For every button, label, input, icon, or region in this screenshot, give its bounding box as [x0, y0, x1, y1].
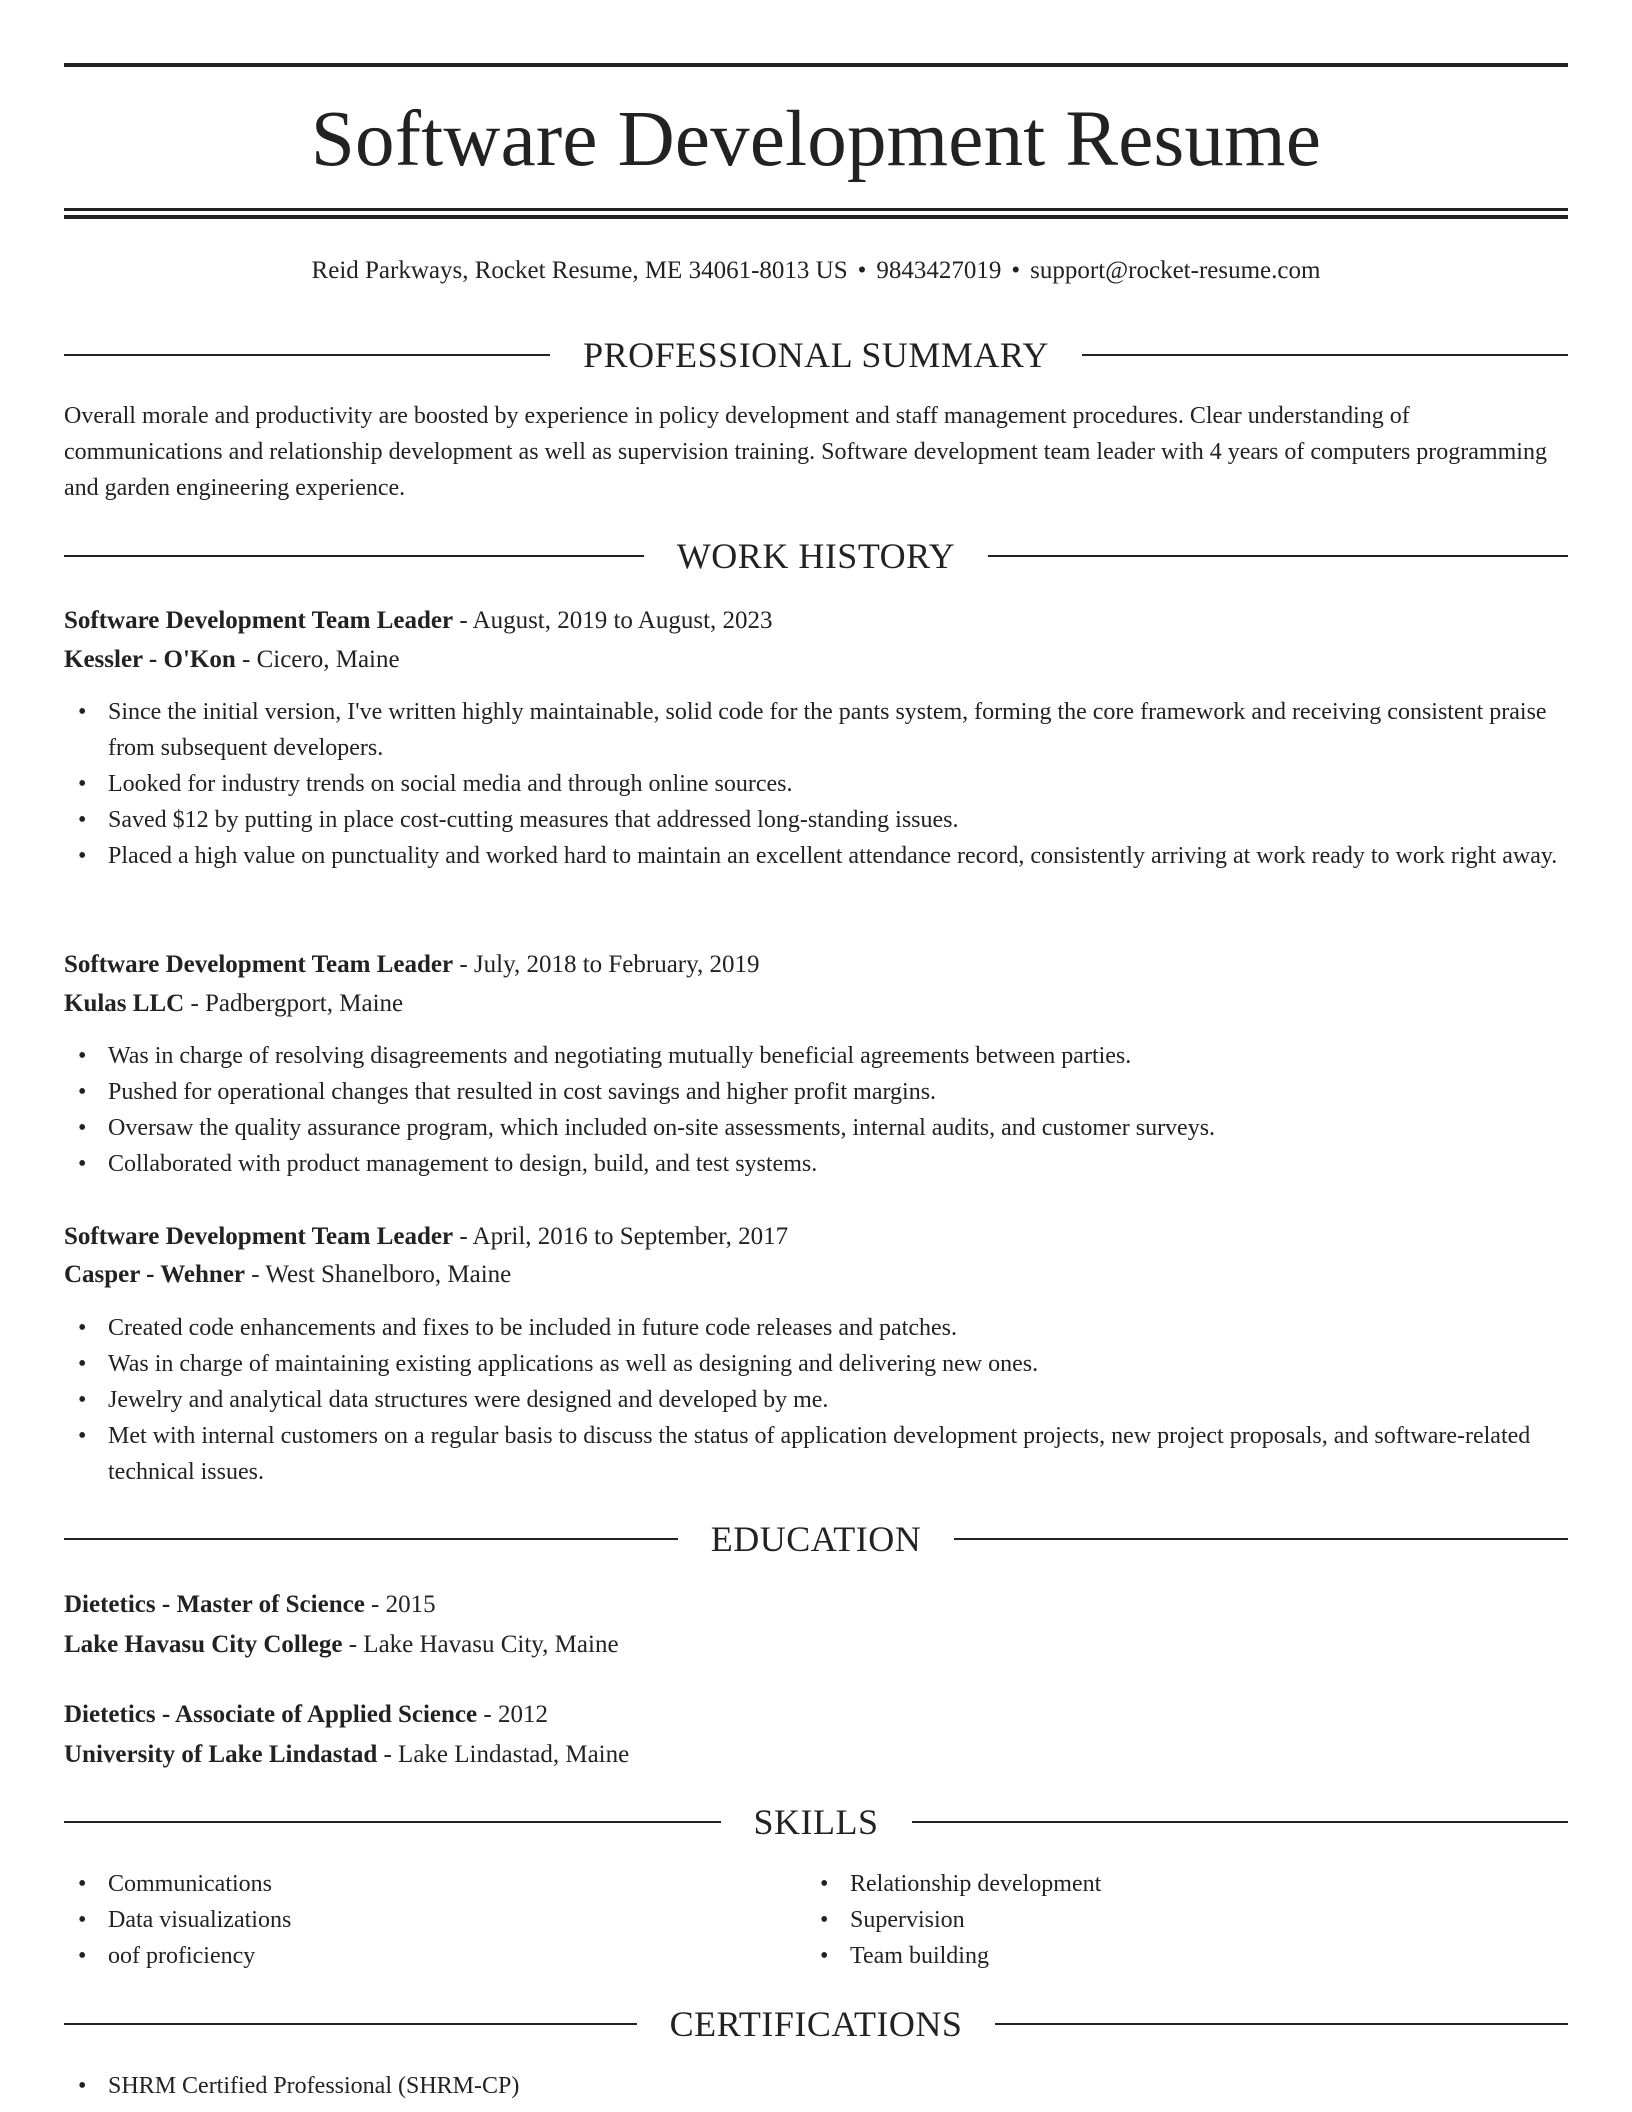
- list-item: • Was in charge of maintaining existing applications as well as designing and delivering new ones.: [64, 1346, 1568, 1382]
- list-item: • Oversaw the quality assurance program, which included on-site assessments, internal audits, and customer surveys.: [64, 1110, 1568, 1146]
- resume-title: Software Development Resume: [310, 96, 1322, 183]
- contact-separator: •: [1011, 257, 1021, 284]
- education-degree-line: [64, 1696, 1568, 1734]
- job-title-line: [64, 946, 1568, 984]
- contact-email[interactable]: support@rocket-resume.com: [1030, 257, 1321, 284]
- job-role: Software Development Team Leader: [64, 1223, 454, 1250]
- section-header-certifications: [64, 2002, 1568, 2046]
- skill-item: • Communications: [64, 1866, 764, 1902]
- job-role: Software Development Team Leader: [64, 951, 454, 978]
- job-role: Software Development Team Leader: [64, 607, 454, 634]
- skill-item: • Data visualizations: [64, 1902, 764, 1938]
- list-item: • Pushed for operational changes that resulted in cost savings and higher profit margins.: [64, 1074, 1568, 1110]
- job-bullets: [64, 1038, 1568, 1182]
- section-title: WORK HISTORY: [676, 536, 956, 576]
- job-bullets: [64, 1310, 1568, 1490]
- job-location: - West Shanelboro, Maine: [245, 1261, 512, 1288]
- job-company: Kessler - O'Kon: [64, 646, 236, 673]
- job-location: - Cicero, Maine: [235, 646, 400, 673]
- section-rule: [64, 1538, 678, 1540]
- section-rule: [995, 2023, 1568, 2025]
- job-title-line: [64, 602, 1568, 640]
- job-location: - Padbergport, Maine: [184, 990, 404, 1017]
- job-company: Kulas LLC: [64, 990, 185, 1017]
- list-item: • Jewelry and analytical data structures were designed and developed by me.: [64, 1382, 1568, 1418]
- skill-item: • Supervision: [806, 1902, 1506, 1938]
- list-item: • Met with internal customers on a regular basis to discuss the status of application development projects, new project proposals, and software-related technical issues.: [64, 1418, 1568, 1490]
- job-dates: - August, 2019 to August, 2023: [453, 607, 773, 634]
- section-header-skills: [64, 1800, 1568, 1844]
- job-dates: - April, 2016 to September, 2017: [453, 1223, 789, 1250]
- list-item: • Collaborated with product management to design, build, and test systems.: [64, 1146, 1568, 1182]
- section-rule: [988, 555, 1568, 557]
- skill-item: • Team building: [806, 1938, 1506, 1974]
- education-location: - Lake Lindastad, Maine: [377, 1741, 630, 1768]
- job-company-line: [64, 641, 1568, 679]
- section-rule: [954, 1538, 1568, 1540]
- list-item: • Placed a high value on punctuality and worked hard to maintain an excellent attendance record, consistently arriving at work ready to work right away.: [64, 838, 1568, 874]
- certifications-list: [64, 2068, 1568, 2104]
- job-company: Casper - Wehner: [64, 1261, 246, 1288]
- certification-item: • SHRM Certified Professional (SHRM-CP): [64, 2068, 1568, 2104]
- job-title-line: [64, 1218, 1568, 1256]
- education-degree-line: [64, 1586, 1568, 1624]
- list-item: • Looked for industry trends on social media and through online sources.: [64, 766, 1568, 802]
- skills-list-left: [64, 1866, 764, 1974]
- education-school: University of Lake Lindastad: [64, 1741, 378, 1768]
- job-company-line: [64, 1256, 1568, 1294]
- section-rule: [64, 1821, 721, 1823]
- contact-line: [64, 254, 1568, 288]
- top-rule: [64, 63, 1568, 67]
- job-dates: - July, 2018 to February, 2019: [453, 951, 760, 978]
- section-header-work-history: [64, 534, 1568, 578]
- list-item: • Was in charge of resolving disagreements and negotiating mutually beneficial agreements between parties.: [64, 1038, 1568, 1074]
- list-item: • Saved $12 by putting in place cost-cutting measures that addressed long-standing issues.: [64, 802, 1568, 838]
- list-item: • Since the initial version, I've written highly maintainable, solid code for the pants system, forming the core framework and receiving consistent praise from subsequent developers.: [64, 694, 1568, 766]
- education-degree: Dietetics - Master of Science: [64, 1591, 365, 1618]
- education-year: - 2012: [477, 1701, 548, 1728]
- education-location: - Lake Havasu City, Maine: [342, 1631, 619, 1658]
- contact-address: Reid Parkways, Rocket Resume, ME 34061-8013 US: [311, 257, 848, 284]
- skills-list-right: [806, 1866, 1506, 1974]
- education-degree: Dietetics - Associate of Applied Science: [64, 1701, 478, 1728]
- contact-separator: •: [857, 257, 867, 284]
- section-header-education: [64, 1517, 1568, 1561]
- education-school-line: [64, 1736, 1568, 1774]
- section-rule: [912, 1821, 1569, 1823]
- job-company-line: [64, 985, 1568, 1023]
- list-item: • Created code enhancements and fixes to be included in future code releases and patches.: [64, 1310, 1568, 1346]
- contact-phone: 9843427019: [876, 257, 1002, 284]
- section-title: CERTIFICATIONS: [669, 2004, 963, 2044]
- section-title: EDUCATION: [710, 1519, 922, 1559]
- section-rule: [64, 2023, 637, 2025]
- section-title: SKILLS: [753, 1802, 879, 1842]
- section-rule: [64, 555, 644, 557]
- education-year: - 2015: [364, 1591, 436, 1618]
- section-title: PROFESSIONAL SUMMARY: [583, 335, 1049, 375]
- education-school: Lake Havasu City College: [64, 1631, 343, 1658]
- job-bullets: [64, 694, 1568, 874]
- title-double-rule: [64, 208, 1568, 219]
- section-header-summary: [64, 333, 1568, 377]
- section-rule: [64, 354, 550, 356]
- section-rule: [1082, 354, 1568, 356]
- skill-item: • oof proficiency: [64, 1938, 764, 1974]
- summary-text: Overall morale and productivity are boosted by experience in policy development and staff management procedures. Clear understanding of communications and relationship development as well as supervision training. Software development team leader with 4 years of computers programming and garden engineering experience.: [64, 403, 1547, 501]
- education-school-line: [64, 1626, 1568, 1664]
- skill-item: • Relationship development: [806, 1866, 1506, 1902]
